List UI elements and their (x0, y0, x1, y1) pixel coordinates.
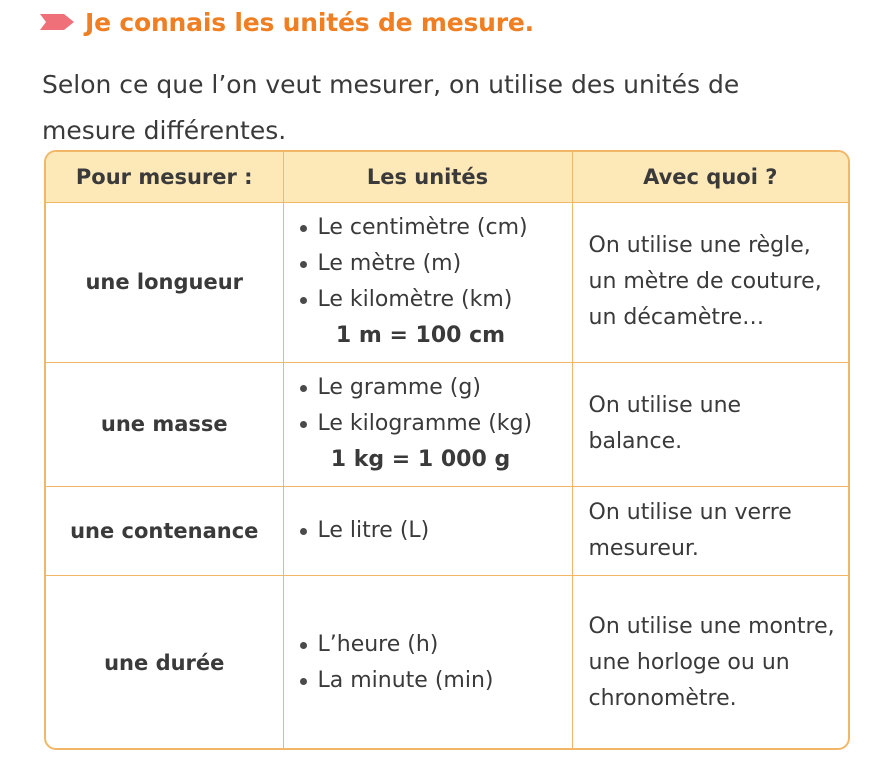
unit-list (298, 513, 564, 549)
bullet-icon (300, 385, 307, 392)
conversion-formula: 1 m = 100 cm (335, 323, 506, 348)
bullet-icon (300, 261, 307, 268)
bullet-icon (300, 225, 307, 232)
table-header-row (46, 152, 848, 202)
unit-list (298, 370, 564, 442)
tool-cell: On utilise une montre, une horloge ou un chronomètre. (572, 575, 848, 750)
units-cell (283, 486, 572, 575)
bullet-icon (300, 678, 307, 685)
heading-title: Je connais les unités de mesure. (85, 7, 534, 37)
section-heading (38, 2, 534, 42)
unit-list (298, 627, 564, 699)
unit-item: Le kilogramme (kg) (298, 406, 564, 442)
unit-item: Le centimètre (cm) (298, 210, 564, 246)
tool-cell: On utilise une balance. (572, 362, 848, 486)
table-row (46, 486, 848, 575)
tool-cell: On utilise une règle, un mètre de couture, un décamètre… (572, 202, 848, 362)
intro-text: Selon ce que l’on veut mesurer, on utilise des unités de mesure différentes. (42, 70, 740, 145)
unit-item: Le litre (L) (298, 513, 564, 549)
unit-list (298, 210, 564, 318)
arrow-marker-icon (38, 11, 76, 33)
bullet-icon (300, 642, 307, 649)
units-cell (283, 575, 572, 750)
unit-item: La minute (min) (298, 663, 564, 699)
measure-cell: une longueur (46, 202, 283, 362)
unit-item: Le gramme (g) (298, 370, 564, 406)
units-table (44, 150, 850, 750)
measure-cell: une durée (46, 575, 283, 750)
unit-item: L’heure (h) (298, 627, 564, 663)
units-cell (283, 362, 572, 486)
bullet-icon (300, 421, 307, 428)
table-row (46, 575, 848, 750)
bullet-icon (300, 297, 307, 304)
conversion-formula: 1 kg = 1 000 g (330, 447, 511, 472)
column-header-units: Les unités (283, 152, 572, 202)
bullet-icon (300, 528, 307, 535)
column-header-tool: Avec quoi ? (572, 152, 848, 202)
column-header-measure: Pour mesurer : (46, 152, 283, 202)
tool-cell: On utilise un verre mesureur. (572, 486, 848, 575)
measure-cell: une masse (46, 362, 283, 486)
table-row (46, 202, 848, 362)
unit-item: Le kilomètre (km) (298, 282, 564, 318)
units-cell (283, 202, 572, 362)
table-row (46, 362, 848, 486)
measure-cell: une contenance (46, 486, 283, 575)
unit-item: Le mètre (m) (298, 246, 564, 282)
